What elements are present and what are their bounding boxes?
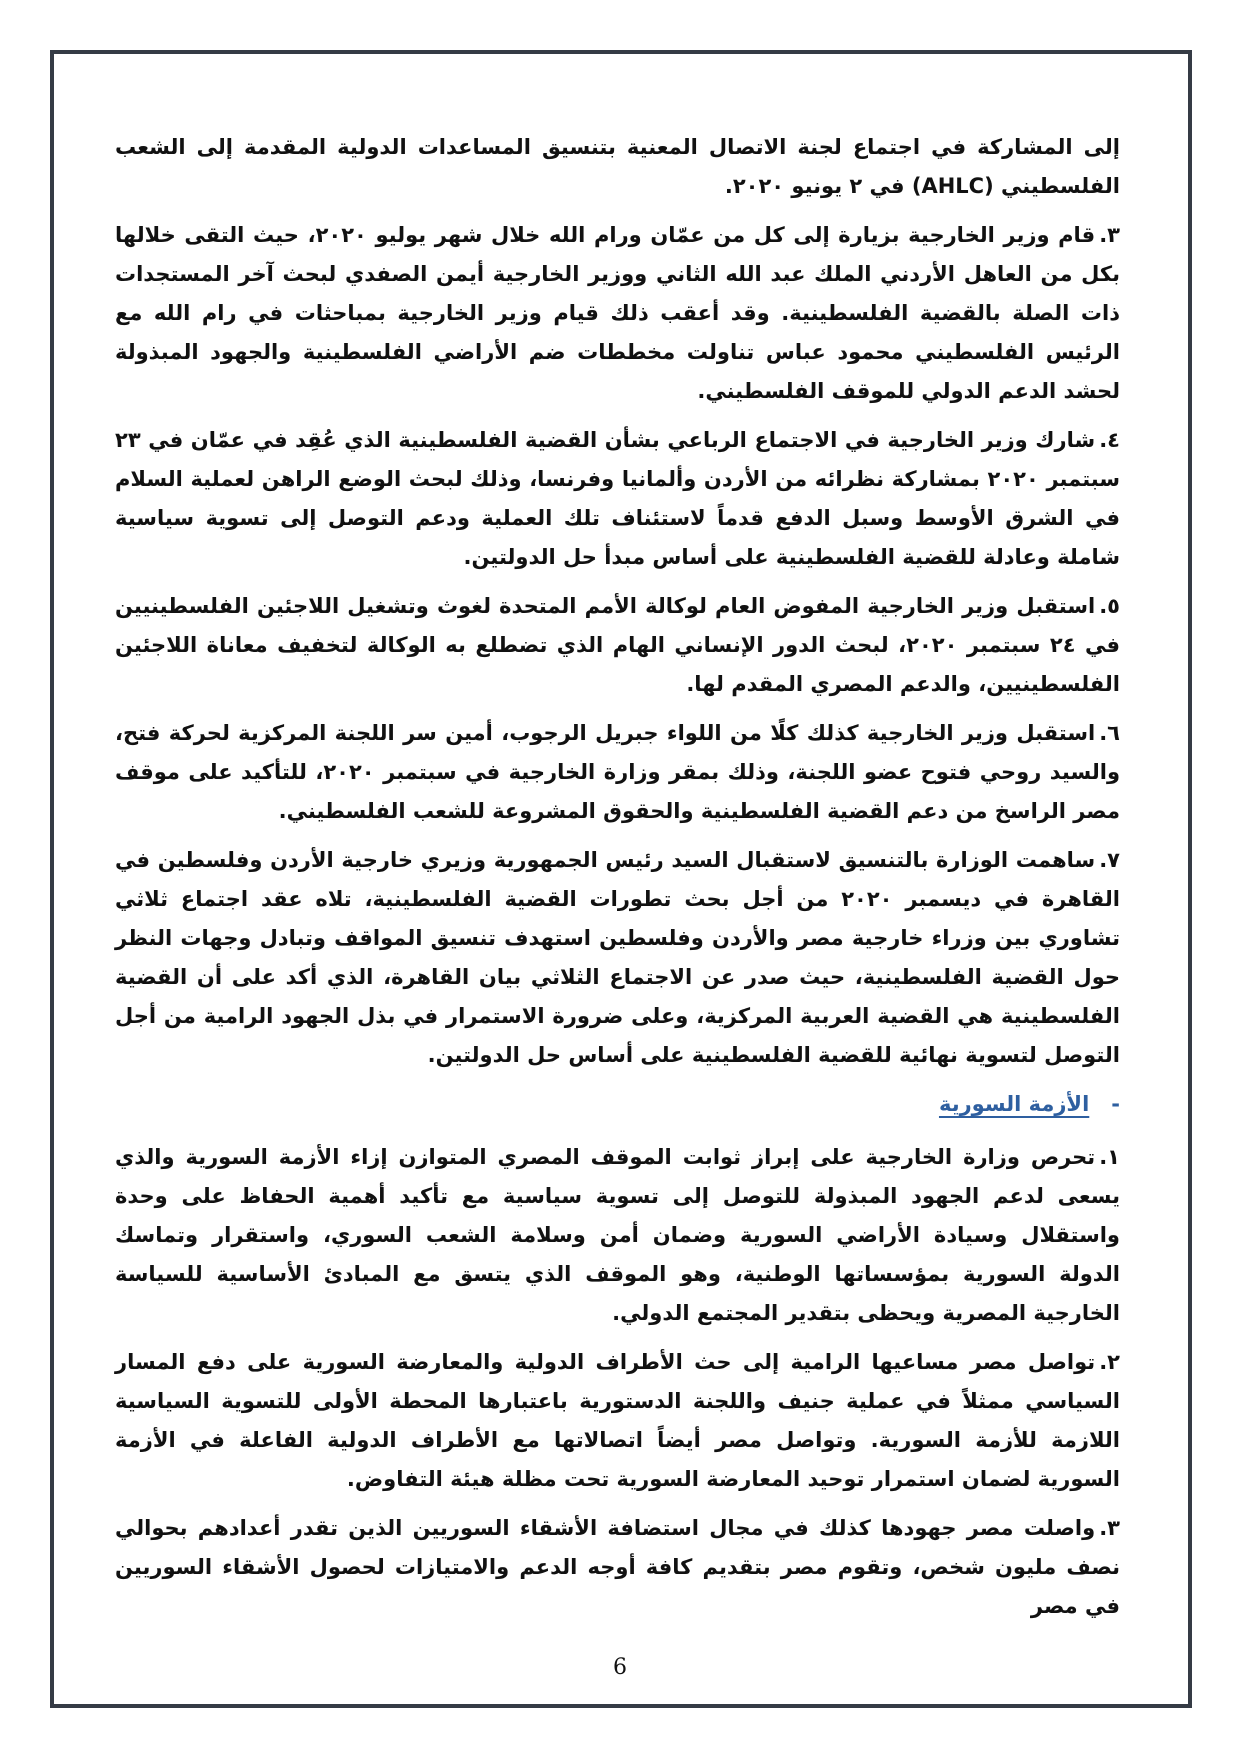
list-item-6 bbox=[115, 714, 1120, 831]
document-body bbox=[115, 128, 1120, 1636]
syria-list-item-2 bbox=[115, 1343, 1120, 1499]
item-text: واصلت مصر جهودها كذلك في مجال استضافة الأشقاء السوريين الذين تقدر أعدادهم بحوالي نصف مليون شخص، وتقوم مصر بتقديم كافة أوجه الدعم والامتيازات لحصول الأشقاء السوريين في مصر bbox=[115, 1516, 1120, 1618]
heading-bullet: - bbox=[1111, 1092, 1120, 1116]
section-heading-syria bbox=[115, 1085, 1120, 1124]
item-text: قام وزير الخارجية بزيارة إلى كل من عمّان ورام الله خلال شهر يوليو ٢٠٢٠، حيث التقى خلالها بكل من العاهل الأردني الملك عبد الله الثاني ووزير الخارجية أيمن الصفدي لبحث آخر المستجدات ذات الصلة بالقضية الفلسطينية. وقد أعقب ذلك قيام وزير الخارجية بمباحثات في رام الله مع الرئيس الفلسطيني محمود عباس تناولت مخططات ضم الأراضي الفلسطينية والجهود المبذولة لحشد الدعم الدولي للموقف الفلسطيني. bbox=[115, 223, 1120, 403]
item-number: ٦. bbox=[1099, 721, 1120, 745]
item-number: ٣. bbox=[1099, 1516, 1120, 1540]
item-number: ٧. bbox=[1099, 848, 1120, 872]
syria-list-item-1 bbox=[115, 1138, 1120, 1333]
page-number: 6 bbox=[613, 1655, 627, 1680]
item-text: استقبل وزير الخارجية المفوض العام لوكالة الأمم المتحدة لغوث وتشغيل اللاجئين الفلسطينيين في ٢٤ سبتمبر ٢٠٢٠، لبحث الدور الإنساني الهام الذي تضطلع به الوكالة لتخفيف معاناة اللاجئين الفلسطينيين، والدعم المصري المقدم لها. bbox=[115, 594, 1121, 696]
item-number: ٢. bbox=[1099, 1350, 1120, 1374]
heading-text: الأزمة السورية bbox=[938, 1092, 1090, 1116]
list-item-5 bbox=[115, 587, 1120, 704]
item-number: ١. bbox=[1099, 1145, 1120, 1169]
item-text: شارك وزير الخارجية في الاجتماع الرباعي بشأن القضية الفلسطينية الذي عُقِد في عمّان في ٢٣ سبتمبر ٢٠٢٠ بمشاركة نظرائه من الأردن وألمانيا وفرنسا، وذلك لبحث الوضع الراهن لعملية السلام في الشرق الأوسط وسبل الدفع قدماً لاستئناف تلك العملية ودعم التوصل إلى تسوية سياسية شاملة وعادلة للقضية الفلسطينية على أساس مبدأ حل الدولتين. bbox=[115, 428, 1120, 569]
continuation-paragraph: إلى المشاركة في اجتماع لجنة الاتصال المعنية بتنسيق المساعدات الدولية المقدمة إلى الشعب الفلسطيني (AHLC) في ٢ يونيو ٢٠٢٠. bbox=[115, 135, 1120, 198]
item-number: ٣. bbox=[1099, 223, 1120, 247]
item-text: تواصل مصر مساعيها الرامية إلى حث الأطراف الدولية والمعارضة السورية على دفع المسار السياسي ممثلاً في عملية جنيف واللجنة الدستورية باعتبارها المحطة الأولى للتسوية السياسية اللازمة للأزمة السورية. وتواصل مصر أيضاً اتصالاتها مع الأطراف الدولية الفاعلة في الأزمة السورية لضمان استمرار توحيد المعارضة السورية تحت مظلة هيئة التفاوض. bbox=[115, 1350, 1120, 1491]
list-item-7 bbox=[115, 841, 1120, 1075]
syria-list-item-3 bbox=[115, 1509, 1120, 1626]
list-item-3 bbox=[115, 216, 1120, 411]
item-text: استقبل وزير الخارجية كذلك كلًا من اللواء جبريل الرجوب، أمين سر اللجنة المركزية لحركة فتح، والسيد روحي فتوح عضو اللجنة، وذلك بمقر وزارة الخارجية في سبتمبر ٢٠٢٠، للتأكيد على موقف مصر الراسخ من دعم القضية الفلسطينية والحقوق المشروعة للشعب الفلسطيني. bbox=[115, 721, 1120, 823]
item-text: ساهمت الوزارة بالتنسيق لاستقبال السيد رئيس الجمهورية وزيري خارجية الأردن وفلسطين في القاهرة في ديسمبر ٢٠٢٠ من أجل بحث تطورات القضية الفلسطينية، تلاه عقد اجتماع ثلاثي تشاوري بين وزراء خارجية مصر والأردن وفلسطين استهدف تنسيق المواقف وتبادل وجهات النظر حول القضية الفلسطينية، حيث صدر عن الاجتماع الثلاثي بيان القاهرة، الذي أكد على أن القضية الفلسطينية هي القضية العربية المركزية، وعلى ضرورة الاستمرار في بذل الجهود الرامية من أجل التوصل لتسوية نهائية للقضية الفلسطينية على أساس حل الدولتين. bbox=[115, 848, 1121, 1067]
item-number: ٤. bbox=[1099, 428, 1120, 452]
item-text: تحرص وزارة الخارجية على إبراز ثوابت الموقف المصري المتوازن إزاء الأزمة السورية والذي يسعى لدعم الجهود المبذولة للتوصل إلى تسوية سياسية مع تأكيد أهمية الحفاظ على وحدة واستقلال وسيادة الأراضي السورية وضمان أمن وسلامة الشعب السوري، واستقرار وتماسك الدولة السورية بمؤسساتها الوطنية، وهو الموقف الذي يتسق مع المبادئ الأساسية للسياسة الخارجية المصرية ويحظى بتقدير المجتمع الدولي. bbox=[115, 1145, 1120, 1325]
item-number: ٥. bbox=[1099, 594, 1120, 618]
list-item-4 bbox=[115, 421, 1120, 577]
